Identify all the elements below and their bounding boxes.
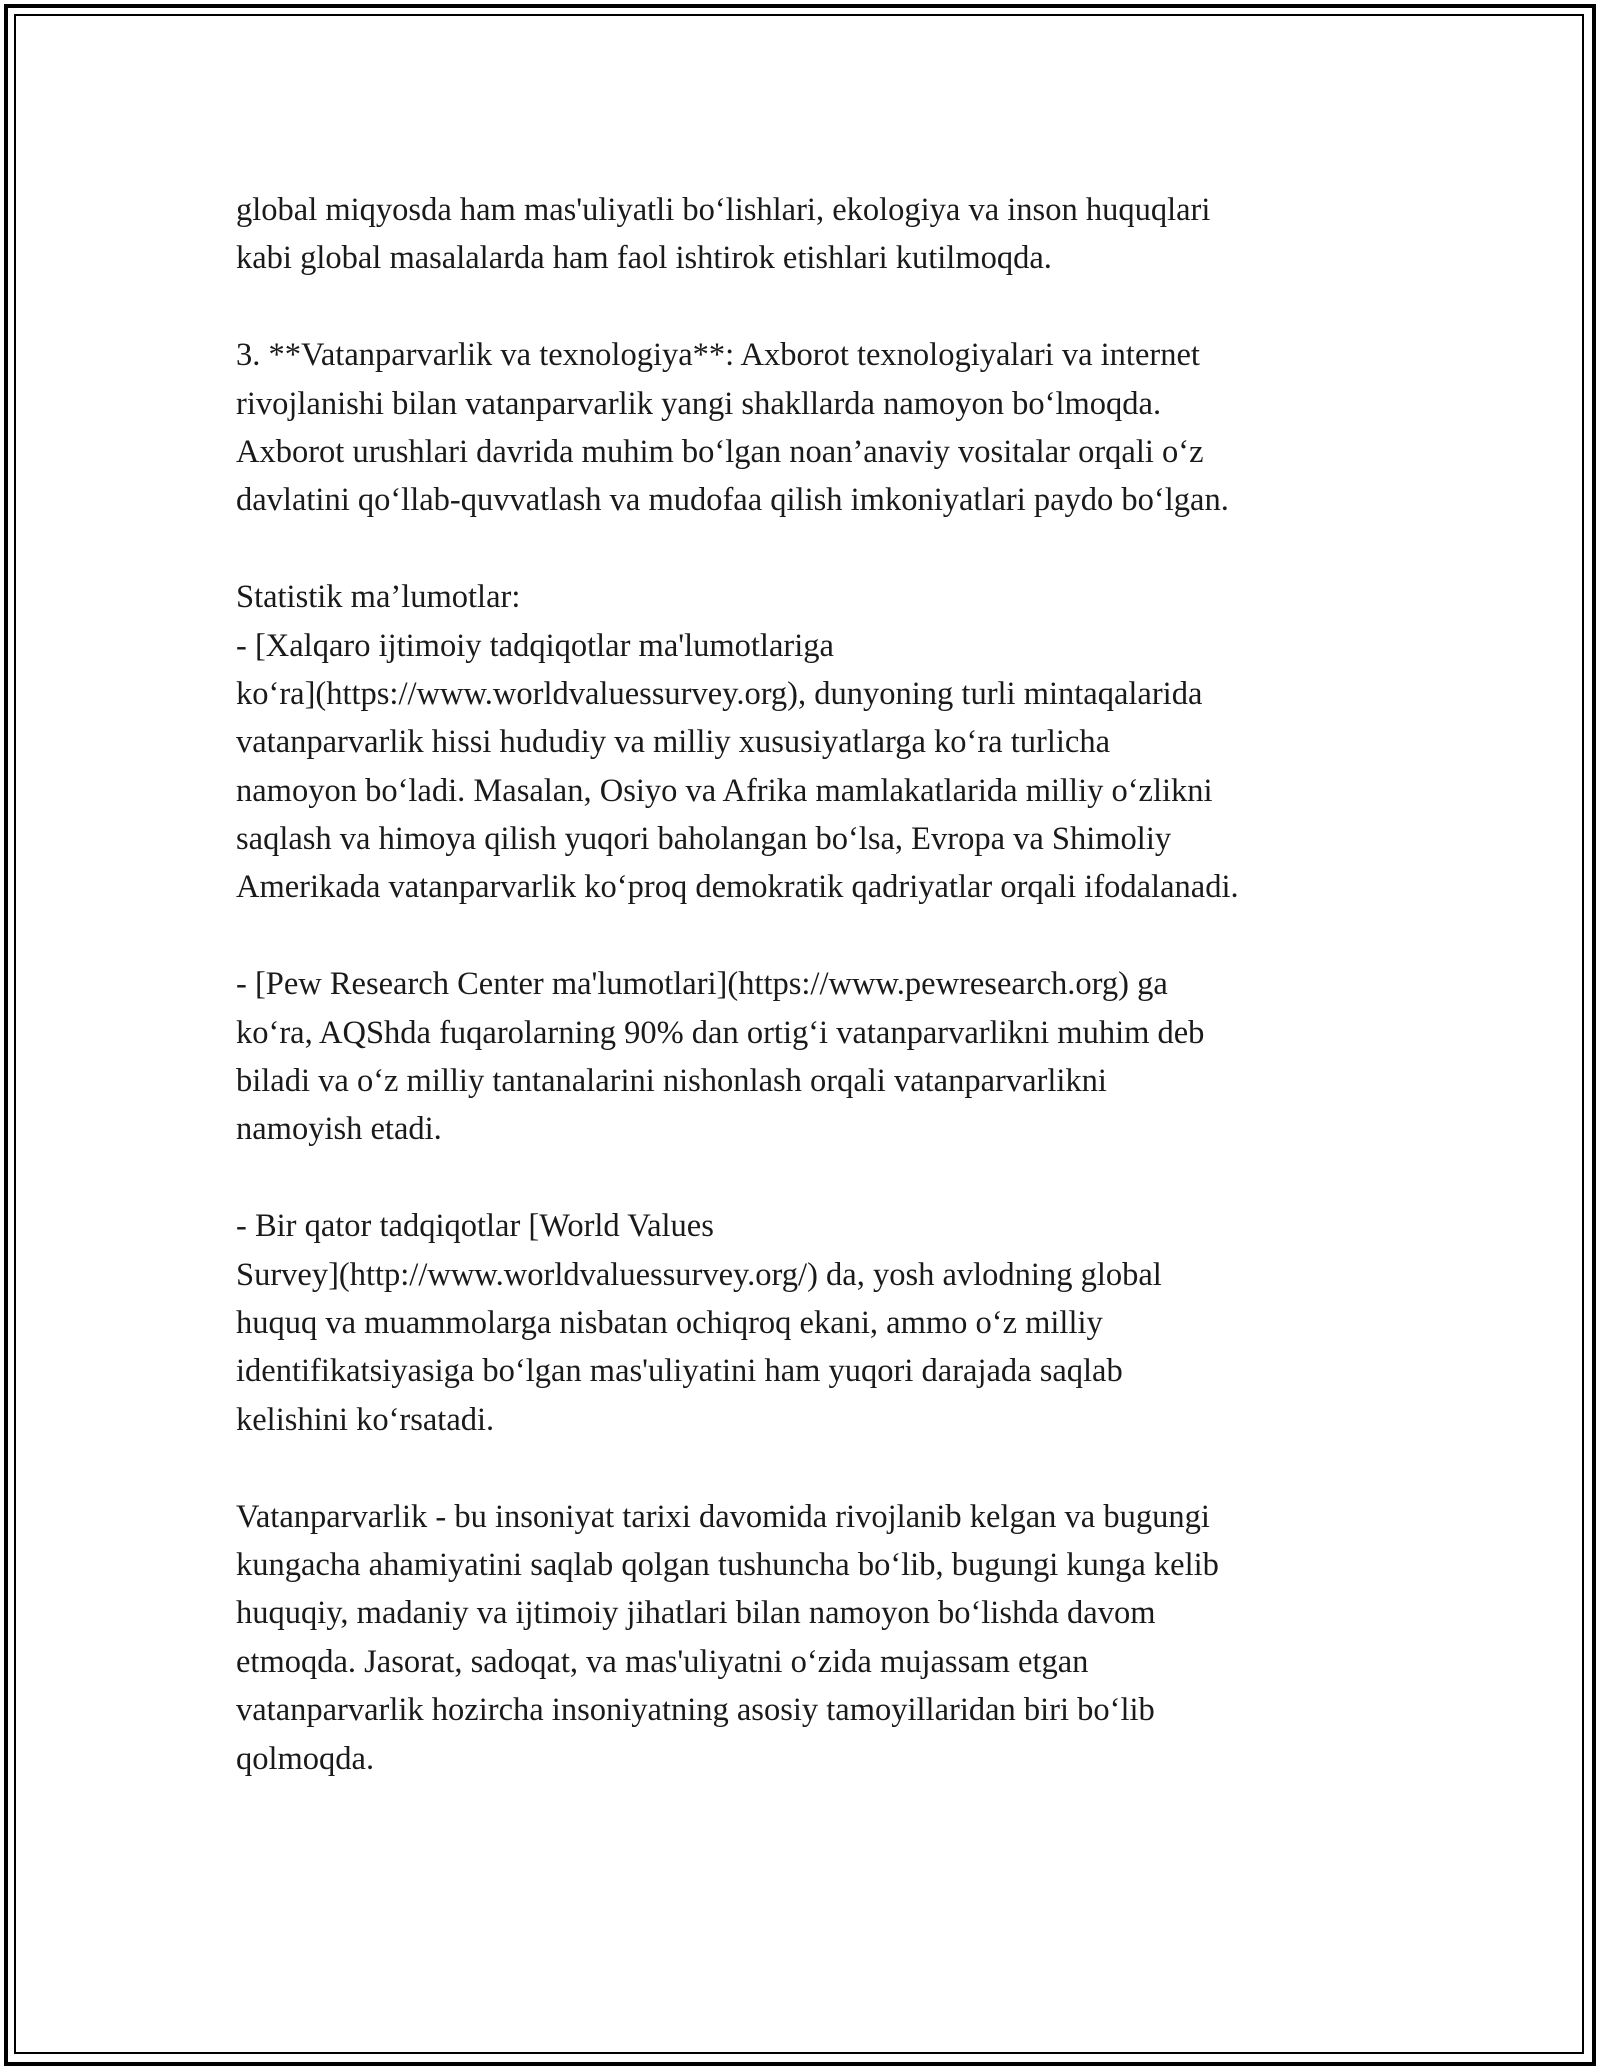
text-line: kungacha ahamiyatini saqlab qolgan tushuncha bo‘lib, bugungi kunga kelib [236,1546,1219,1583]
text-line: identifikatsiyasiga bo‘lgan mas'uliyatini ham yuqori darajada saqlab [236,1353,1123,1390]
paragraph-pew-research [236,960,1396,1154]
paragraph-spacer [236,1154,1396,1202]
text-line: vatanparvarlik hozircha insoniyatning asosiy tamoyillaridan biri bo‘lib [236,1692,1155,1729]
paragraph-patriotism-technology [236,331,1396,525]
text-line: global miqyosda ham mas'uliyatli bo‘lishlari, ekologiya va inson huquqlari [236,192,1211,228]
text-line: Vatanparvarlik - bu insoniyat tarixi davomida rivojlanib kelgan va bugungi [236,1498,1210,1535]
text-line: kabi global masalalarda ham faol ishtirok etishlari kutilmoqda. [236,240,1052,277]
text-line: huquqiy, madaniy va ijtimoiy jihatlari bilan namoyon bo‘lishda davom [236,1595,1156,1632]
text-line: ko‘ra](https://www.worldvaluessurvey.org), dunyoning turli mintaqalarida [236,675,1203,712]
text-line: biladi va o‘z milliy tantanalarini nishonlash orqali vatanparvarlikni [236,1063,1107,1100]
text-line: etmoqda. Jasorat, sadoqat, va mas'uliyatni o‘zida mujassam etgan [236,1643,1089,1680]
text-line: Survey](http://www.worldvaluessurvey.org/) da, yosh avlodning global [236,1256,1162,1293]
text-line: Axborot urushlari davrida muhim bo‘lgan noan’anaviy vositalar orqali o‘z [236,433,1204,470]
text-line: - [Xalqaro ijtimoiy tadqiqotlar ma'lumotlariga [236,627,834,664]
text-line: vatanparvarlik hissi hududiy va milliy xususiyatlarga ko‘ra turlicha [236,724,1110,761]
text-line: ko‘ra, AQShda fuqarolarning 90% dan ortig‘i vatanparvarlikni muhim deb [236,1014,1205,1051]
text-line: namoyish etadi. [236,1111,442,1148]
text-line: davlatini qo‘llab-quvvatlash va mudofaa qilish imkoniyatlari paydo bo‘lgan. [236,482,1229,519]
paragraph-spacer [236,1444,1396,1492]
text-line: rivojlanishi bilan vatanparvarlik yangi shakllarda namoyon bo‘lmoqda. [236,385,1162,422]
paragraph-youth-survey [236,1202,1396,1444]
text-line: namoyon bo‘ladi. Masalan, Osiyo va Afrika mamlakatlarida milliy o‘zlikni [236,772,1213,809]
paragraph-statistics-world-values [236,573,1396,912]
text-line: 3. **Vatanparvarlik va texnologiya**: Axborot texnologiyalari va internet [236,337,1200,374]
paragraph-spacer [236,283,1396,331]
text-line: saqlash va himoya qilish yuqori baholangan bo‘lsa, Evropa va Shimoliy [236,821,1172,858]
text-line: Amerikada vatanparvarlik ko‘proq demokratik qadriyatlar orqali ifodalanadi. [236,869,1239,906]
text-line: kelishini ko‘rsatadi. [236,1401,495,1438]
paragraph-spacer [236,525,1396,573]
text-line: - [Pew Research Center ma'lumotlari](https://www.pewresearch.org) ga [236,966,1168,1003]
text-line: huquq va muammolarga nisbatan ochiqroq ekani, ammo o‘z milliy [236,1304,1103,1341]
section-heading-statistics: Statistik ma’lumotlar: [236,579,521,616]
document-body [236,186,1396,1783]
paragraph-global-responsibility [236,186,1396,283]
paragraph-spacer [236,912,1396,960]
text-line: - Bir qator tadqiqotlar [World Values [236,1208,714,1245]
paragraph-conclusion [236,1493,1396,1783]
text-line: qolmoqda. [236,1740,375,1777]
